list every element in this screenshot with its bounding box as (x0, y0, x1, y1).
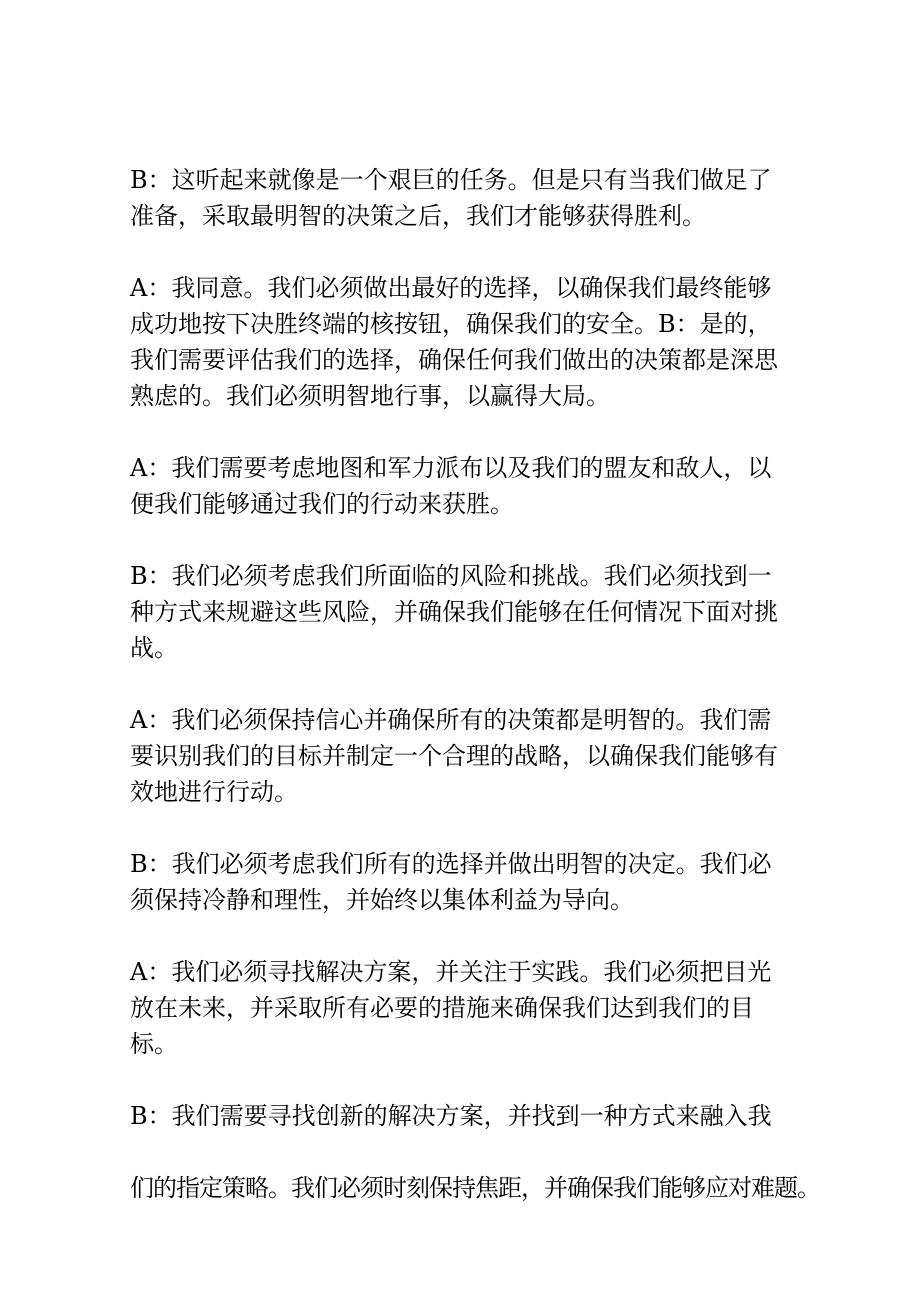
paragraph-3: A：我们需要考虑地图和军力派布以及我们的盟友和敌人，以便我们能够通过我们的行动来获胜。 (130, 454, 772, 518)
paragraph-7: A：我们必须寻找解决方案，并关注于实践。我们必须把目光放在未来，并采取所有必要的措施来确保我们达到我们的目标。 (130, 958, 772, 1058)
paragraph-6: B：我们必须考虑我们所有的选择并做出明智的决定。我们必须保持冷静和理性，并始终以集体利益为导向。 (130, 850, 772, 914)
paragraph-4: B：我们必须考虑我们所面临的风险和挑战。我们必须找到一种方式来规避这些风险，并确保我们能够在任何情况下面对挑战。 (130, 562, 778, 662)
paragraph-5: A：我们必须保持信心并确保所有的决策都是明智的。我们需要识别我们的目标并制定一个合理的战略，以确保我们能够有效地进行行动。 (130, 706, 778, 806)
document-body (130, 162, 820, 1242)
paragraph-2: A：我同意。我们必须做出最好的选择，以确保我们最终能够成功地按下决胜终端的核按钮，确保我们的安全。B：是的，我们需要评估我们的选择，确保任何我们做出的决策都是深思熟虑的。我们必须明智地行事，以赢得大局。 (130, 274, 778, 410)
trailing-line: 们的指定策略。我们必须时刻保持焦距，并确保我们能够应对难题。 (130, 1174, 820, 1202)
paragraph-1: B：这听起来就像是一个艰巨的任务。但是只有当我们做足了准备，采取最明智的决策之后，我们才能够获得胜利。 (130, 166, 772, 230)
paragraph-8: B：我们需要寻找创新的解决方案，并找到一种方式来融入我 (130, 1102, 772, 1130)
